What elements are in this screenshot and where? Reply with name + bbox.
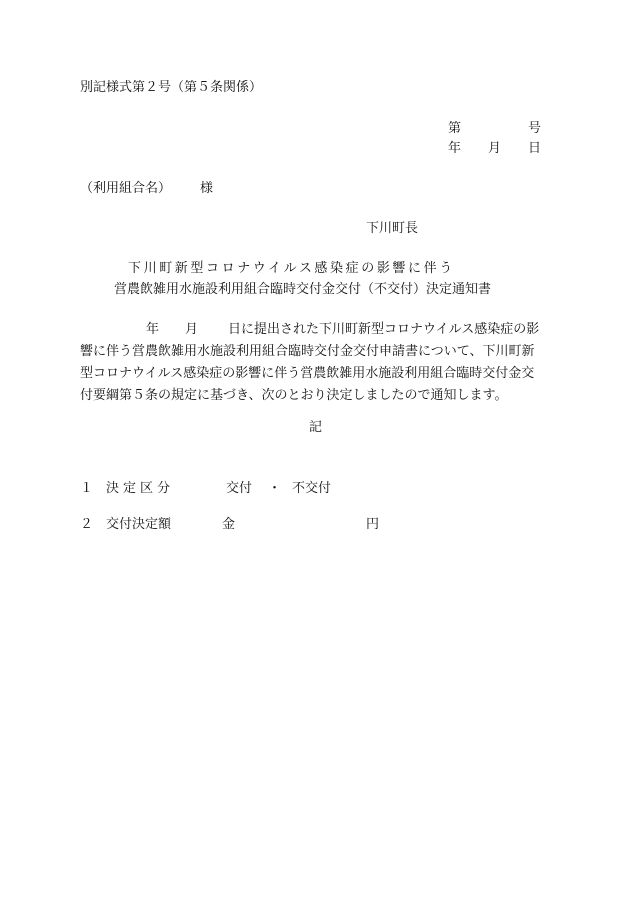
item-grant-amount	[80, 518, 380, 532]
item-label: 交付決定額	[106, 517, 172, 532]
number-suffix: 号	[528, 121, 542, 136]
number-prefix: 第	[448, 121, 462, 136]
item-label: 決定区分	[106, 481, 175, 496]
item-decision-category	[80, 482, 380, 496]
item-value-grant: 交付	[226, 481, 253, 496]
item-separator: ・	[268, 481, 282, 496]
title-line-2: 営農飲雑用水施設利用組合臨時交付金交付（不交付）決定通知書	[114, 282, 492, 297]
addressee-line	[80, 181, 214, 196]
ki-heading: 記	[309, 420, 323, 435]
title-line-1: 下川町新型コロナウイルス感染症の影響に伴う	[128, 261, 455, 276]
body-line-1-text: 日に提出された下川町新型コロナウイルス感染症の影	[228, 322, 540, 337]
sender: 下川町長	[366, 221, 419, 236]
body-month: 月	[185, 322, 199, 337]
body-text	[80, 319, 552, 407]
date-month: 月	[488, 141, 502, 156]
date-year: 年	[448, 141, 462, 156]
body-line-3: 型コロナウイルス感染症の影響に伴う営農飲雑用水施設利用組合臨時交付金交	[80, 366, 535, 381]
amount-prefix: 金	[222, 517, 236, 532]
body-line-1	[80, 319, 552, 341]
date-day: 日	[528, 141, 542, 156]
item-number: ２	[80, 517, 94, 532]
form-number: 別記様式第２号（第５条関係）	[80, 80, 263, 95]
body-line-2: 響に伴う営農飲雑用水施設利用組合臨時交付金交付申請書について、下川町新	[80, 344, 535, 359]
item-number: １	[80, 481, 94, 496]
body-line-4: 付要綱第５条の規定に基づき、次のとおり決定しましたので通知します。	[80, 388, 508, 403]
addressee: （利用組合名）	[80, 181, 172, 196]
item-value-no-grant: 不交付	[292, 481, 332, 496]
body-year: 年	[146, 322, 160, 337]
honorific: 様	[200, 181, 214, 196]
amount-suffix: 円	[366, 517, 380, 532]
